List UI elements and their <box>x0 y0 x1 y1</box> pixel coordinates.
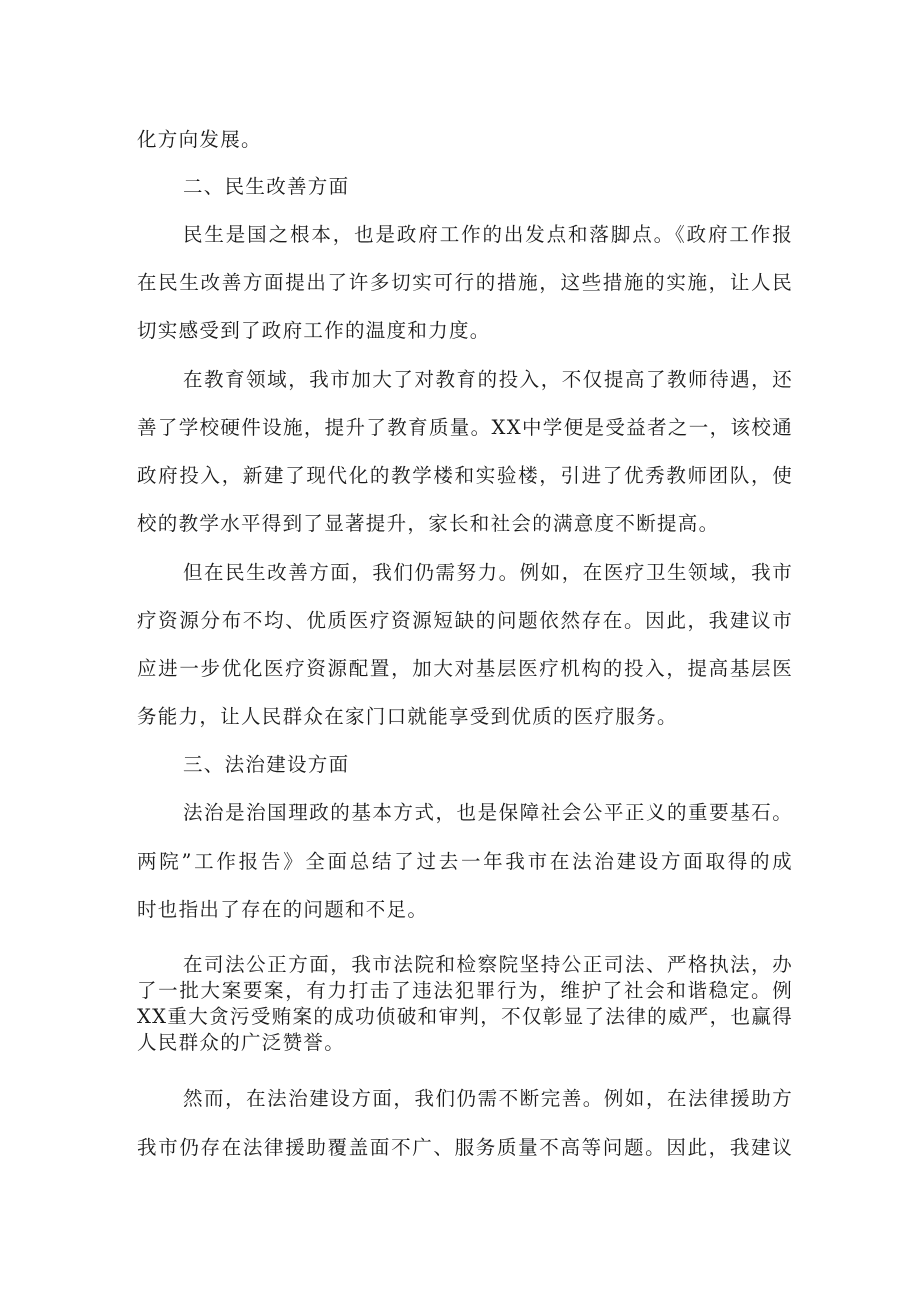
paragraph-line: 了一批大案要案，有力打击了违法犯罪行为，维护了社会和谐稳定。例 <box>137 979 793 1002</box>
paragraph-line: 人民群众的广泛赞誉。 <box>137 1031 346 1054</box>
paragraph-line: 法治是治国理政的基本方式，也是保障社会公平正义的重要基石。 <box>183 801 793 824</box>
paragraph-line: 化方向发展。 <box>137 128 262 151</box>
paragraph-line: 在教育领域，我市加大了对教育的投入，不仅提高了教师待遇，还 <box>183 368 793 391</box>
paragraph-line: 校的教学水平得到了显著提升，家长和社会的满意度不断提高。 <box>137 512 720 535</box>
paragraph-line: 务能力，让人民群众在家门口就能享受到优质的医疗服务。 <box>137 705 678 728</box>
paragraph-line: 我市仍存在法律援助覆盖面不广、服务质量不高等问题。因此，我建议 <box>137 1136 793 1159</box>
paragraph-line: 但在民生改善方面，我们仍需努力。例如，在医疗卫生领域，我市 <box>183 561 793 584</box>
paragraph-line: 善了学校硬件设施，提升了教育质量。XX中学便是受益者之一，该校通 <box>137 416 793 439</box>
paragraph-line: 应进一步优化医疗资源配置，加大对基层医疗机构的投入，提高基层医 <box>137 657 793 680</box>
section-heading: 二、民生改善方面 <box>183 175 350 198</box>
paragraph-line: XX重大贪污受贿案的成功侦破和审判，不仅彰显了法律的威严，也赢得 <box>137 1005 793 1028</box>
paragraph-line: 时也指出了存在的问题和不足。 <box>137 898 429 921</box>
paragraph-line: 政府投入，新建了现代化的教学楼和实验楼，引进了优秀教师团队，使 <box>137 464 793 487</box>
paragraph-line: 然而，在法治建设方面，我们仍需不断完善。例如，在法律援助方 <box>183 1087 793 1110</box>
paragraph-line: 在司法公正方面，我市法院和检察院坚持公正司法、严格执法，办 <box>183 953 793 976</box>
paragraph-line: 疗资源分布不均、优质医疗资源短缺的问题依然存在。因此，我建议市 <box>137 609 793 632</box>
paragraph-line: 切实感受到了政府工作的温度和力度。 <box>137 319 491 342</box>
section-heading: 三、法治建设方面 <box>183 753 350 776</box>
paragraph-line: 在民生改善方面提出了许多切实可行的措施，这些措施的实施，让人民 <box>137 271 793 294</box>
paragraph-line: 民生是国之根本，也是政府工作的出发点和落脚点。《政府工作报 <box>183 223 793 246</box>
paragraph-line: 两院”工作报告》全面总结了过去一年我市在法治建设方面取得的成 <box>137 850 793 873</box>
